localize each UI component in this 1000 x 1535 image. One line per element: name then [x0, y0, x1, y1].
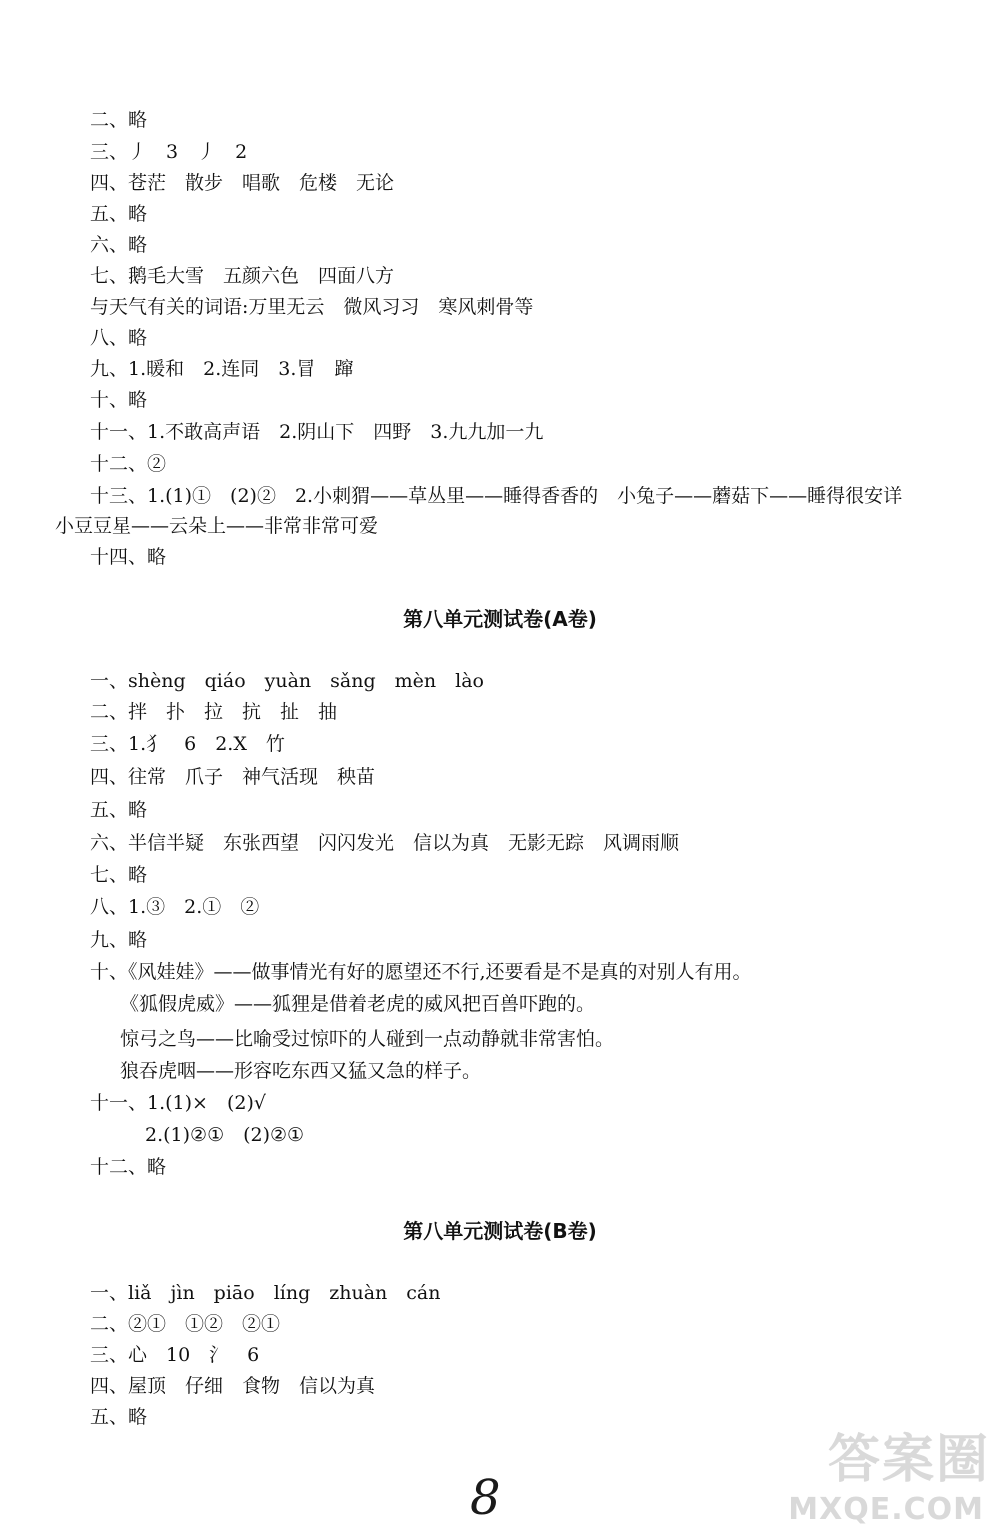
answer-line: 八、1.③ 2.① ②	[90, 896, 260, 918]
answer-line: 三、1.犭 6 2.X 竹	[90, 733, 285, 755]
watermark-domain: MXQE.COM	[788, 1492, 984, 1527]
answer-line: 七、鹅毛大雪 五颜六色 四面八方	[90, 265, 395, 287]
answer-line: 《狐假虎威》——狐狸是借着老虎的威风把百兽吓跑的。	[120, 993, 596, 1015]
answer-line: 惊弓之鸟——比喻受过惊吓的人碰到一点动静就非常害怕。	[120, 1028, 615, 1050]
answer-line: 十、略	[90, 389, 148, 411]
answer-line: 三、心 10 氵 6	[90, 1344, 260, 1366]
answer-line: 五、略	[90, 799, 148, 821]
answer-line: 2.(1)②① (2)②①	[145, 1124, 305, 1146]
section-title-b: 第八单元测试卷(B卷)	[403, 1219, 597, 1243]
section-title-a: 第八单元测试卷(A卷)	[403, 607, 597, 631]
answer-line: 十、《风娃娃》——做事情光有好的愿望还不行,还要看是不是真的对别人有用。	[90, 961, 752, 983]
answer-line: 七、略	[90, 864, 148, 886]
answer-line: 小豆豆星——云朵上——非常非常可爱	[55, 515, 379, 537]
answer-line: 五、略	[90, 1406, 148, 1428]
answer-line: 四、苍茫 散步 唱歌 危楼 无论	[90, 172, 395, 194]
answer-line: 二、拌 扑 拉 抗 扯 抽	[90, 701, 338, 723]
page-number: 8	[470, 1470, 501, 1526]
answer-line: 六、略	[90, 234, 148, 256]
answer-line: 六、半信半疑 东张西望 闪闪发光 信以为真 无影无踪 风调雨顺	[90, 832, 680, 854]
answer-line: 十一、1.不敢高声语 2.阴山下 四野 3.九九加一九	[90, 421, 544, 443]
answer-line: 十三、1.(1)① (2)② 2.小刺猬——草丛里——睡得香香的 小兔子——蘑菇下——睡得很安详	[90, 485, 903, 507]
answer-line: 一、liǎ jìn piāo líng zhuàn cán	[90, 1282, 441, 1304]
answer-line: 与天气有关的词语:万里无云 微风习习 寒风刺骨等	[90, 296, 534, 318]
answer-line: 八、略	[90, 327, 148, 349]
answer-line: 二、略	[90, 109, 148, 131]
answer-line: 五、略	[90, 203, 148, 225]
answer-line: 九、略	[90, 929, 148, 951]
answer-line: 十四、略	[90, 546, 167, 568]
answer-line: 四、屋顶 仔细 食物 信以为真	[90, 1375, 376, 1397]
answer-line: 四、往常 爪子 神气活现 秧苗	[90, 766, 376, 788]
answer-line: 十一、1.(1)× (2)√	[90, 1092, 266, 1114]
watermark-title: 答案圈	[827, 1430, 990, 1490]
answer-line: 九、1.暖和 2.连同 3.冒 蹿	[90, 358, 354, 380]
watermark-logo	[788, 1417, 990, 1527]
answer-line: 一、shèng qiáo yuàn sǎng mèn lào	[90, 670, 484, 692]
answer-line: 狼吞虎咽——形容吃东西又猛又急的样子。	[120, 1060, 482, 1082]
answer-line: 三、丿 3 丿 2	[90, 141, 248, 163]
answer-line: 十二、②	[90, 453, 167, 475]
answer-line: 二、②① ①② ②①	[90, 1313, 281, 1335]
answer-line: 十二、略	[90, 1156, 167, 1178]
